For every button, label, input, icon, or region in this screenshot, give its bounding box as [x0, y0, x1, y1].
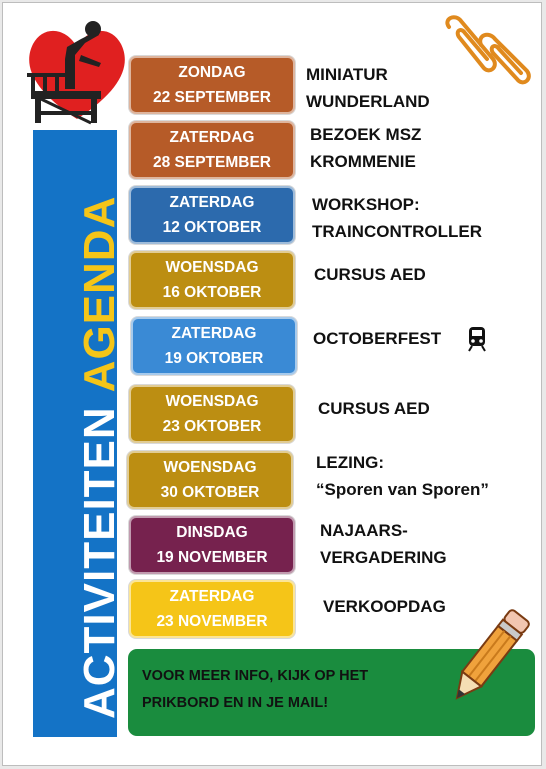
date-box [129, 121, 295, 179]
sidebar-title [75, 196, 125, 719]
event-title-line2: VERGADERING [320, 548, 447, 567]
event-title-line2: WUNDERLAND [306, 92, 430, 111]
date-box [127, 451, 293, 509]
date-day: ZATERDAG [169, 129, 255, 146]
event-title-line2: “Sporen van Sporen” [316, 480, 489, 499]
train-icon [467, 326, 487, 352]
date-day: ZATERDAG [169, 588, 255, 605]
event-title [310, 121, 421, 175]
date-day: ZATERDAG [169, 194, 255, 211]
info-line2: PRIKBORD EN IN JE MAIL! [142, 695, 329, 711]
info-line1: VOOR MEER INFO, KIJK OP HET [142, 668, 369, 684]
date-box [129, 580, 295, 638]
date-day: ZATERDAG [171, 325, 257, 342]
event-title-line1: WORKSHOP: [312, 195, 420, 214]
event-title [318, 395, 430, 422]
sidebar-word-agenda: AGENDA [75, 195, 124, 393]
event-title-line1: MINIATUR [306, 65, 388, 84]
date-box [129, 385, 295, 443]
event-title [320, 517, 447, 571]
date-day: WOENSDAG [165, 393, 259, 410]
paperclip-icon [441, 13, 539, 91]
event-title-line1: CURSUS AED [314, 265, 426, 284]
date-date: 28 SEPTEMBER [152, 154, 271, 171]
event-title [316, 449, 489, 503]
date-date: 30 OKTOBER [160, 484, 260, 501]
info-text [142, 663, 368, 717]
date-date: 12 OKTOBER [162, 219, 262, 236]
event-title [314, 261, 426, 288]
date-day: ZONDAG [178, 64, 246, 81]
date-date: 19 OKTOBER [164, 350, 264, 367]
date-box [131, 317, 297, 375]
date-date: 23 NOVEMBER [156, 613, 268, 630]
date-box [129, 251, 295, 309]
event-title-line1: OCTOBERFEST [313, 329, 442, 348]
event-title [306, 61, 430, 115]
event-title [313, 325, 441, 352]
date-box [129, 186, 295, 244]
heart-railway-logo-icon [21, 19, 133, 127]
date-date: 23 OKTOBER [162, 418, 262, 435]
date-day: WOENSDAG [165, 259, 259, 276]
date-date: 19 NOVEMBER [156, 549, 268, 566]
date-day: DINSDAG [176, 524, 248, 541]
date-day: WOENSDAG [163, 459, 257, 476]
flyer-page [2, 2, 542, 766]
date-box [129, 56, 295, 114]
date-box [129, 516, 295, 574]
event-title-line1: LEZING: [316, 453, 384, 472]
event-title-line1: CURSUS AED [318, 399, 430, 418]
event-title-line1: BEZOEK MSZ [310, 125, 422, 144]
pencil-icon [443, 601, 535, 713]
event-title [323, 593, 446, 620]
event-title-line2: TRAINCONTROLLER [312, 222, 482, 241]
event-title-line1: VERKOOPDAG [323, 597, 446, 616]
sidebar-word-activiteiten: ACTIVITEITEN [75, 406, 124, 719]
date-date: 16 OKTOBER [162, 284, 262, 301]
date-date: 22 SEPTEMBER [152, 89, 271, 106]
event-title-line2: KROMMENIE [310, 152, 416, 171]
event-title-line1: NAJAARS- [320, 521, 408, 540]
event-title [312, 191, 482, 245]
